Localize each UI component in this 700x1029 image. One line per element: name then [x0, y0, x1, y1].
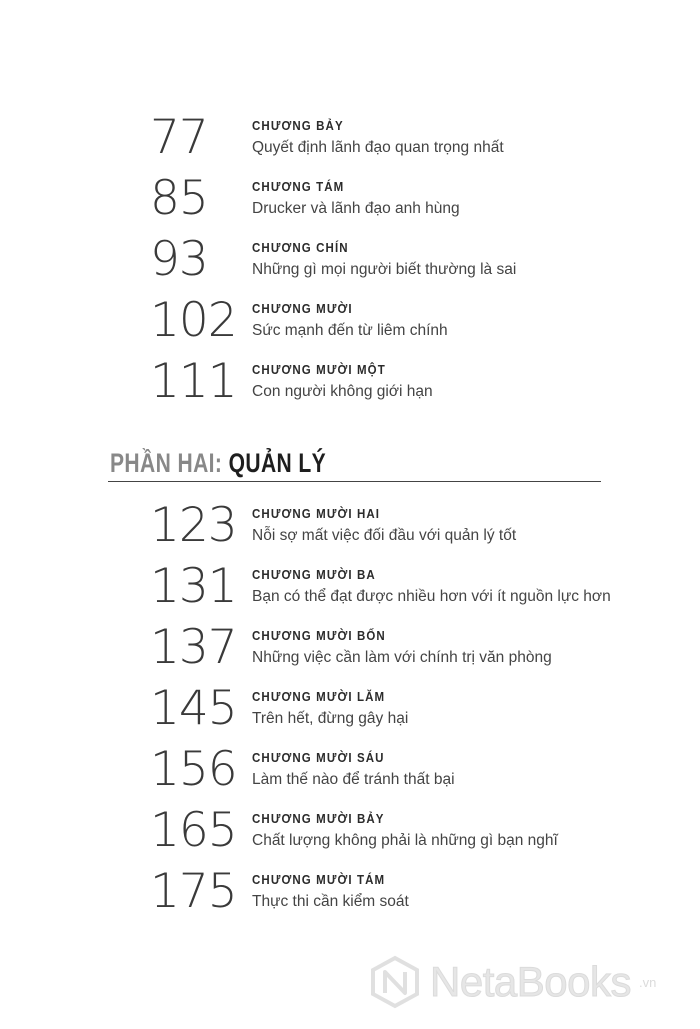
chapter-label: CHƯƠNG TÁM: [252, 180, 345, 194]
chapter-title: Drucker và lãnh đạo anh hùng: [252, 200, 460, 217]
page-number: 137: [150, 620, 237, 675]
part-divider: [108, 481, 601, 482]
page-number: 175: [150, 864, 237, 919]
toc-entry[interactable]: [0, 803, 700, 874]
chapter-title: Sức mạnh đến từ liêm chính: [252, 322, 448, 339]
page-number: 145: [150, 681, 237, 736]
toc-entry[interactable]: [0, 232, 700, 303]
toc-list-part-two: [0, 498, 700, 935]
chapter-title: Những gì mọi người biết thường là sai: [252, 261, 517, 278]
chapter-label: CHƯƠNG MƯỜI TÁM: [252, 873, 386, 887]
page-number: 111: [150, 354, 237, 409]
toc-entry[interactable]: [0, 559, 700, 630]
page-number: 165: [150, 803, 237, 858]
chapter-title: Thực thi cần kiểm soát: [252, 893, 409, 910]
chapter-title: Quyết định lãnh đạo quan trọng nhất: [252, 139, 504, 156]
chapter-title: Con người không giới hạn: [252, 383, 433, 400]
toc-entry[interactable]: [0, 110, 700, 181]
netabooks-logo-icon: [368, 955, 422, 1009]
chapter-label: CHƯƠNG BẢY: [252, 119, 344, 133]
chapter-label: CHƯƠNG MƯỜI HAI: [252, 507, 381, 521]
page-number: 77: [150, 110, 208, 165]
chapter-label: CHƯƠNG MƯỜI BỐN: [252, 629, 386, 643]
toc-entry[interactable]: [0, 620, 700, 691]
chapter-label: CHƯƠNG MƯỜI MỘT: [252, 363, 386, 377]
part-heading: [110, 450, 326, 477]
page-number: 156: [150, 742, 237, 797]
chapter-title: Trên hết, đừng gây hại: [252, 710, 409, 727]
page-number: 93: [150, 232, 208, 287]
chapter-title: Chất lượng không phải là những gì bạn nghĩ: [252, 832, 558, 849]
page-number: 102: [150, 293, 237, 348]
watermark-suffix: .vn: [638, 974, 657, 990]
toc-entry[interactable]: [0, 293, 700, 364]
chapter-title: Bạn có thể đạt được nhiều hơn với ít nguồn lực hơn: [252, 588, 611, 605]
chapter-label: CHƯƠNG MƯỜI BA: [252, 568, 376, 582]
toc-entry[interactable]: [0, 864, 700, 935]
toc-entry[interactable]: [0, 354, 700, 425]
chapter-label: CHƯƠNG MƯỜI LĂM: [252, 690, 386, 704]
page-number: 85: [150, 171, 208, 226]
toc-entry[interactable]: [0, 171, 700, 242]
toc-entry[interactable]: [0, 498, 700, 569]
chapter-title: Những việc cần làm với chính trị văn phòng: [252, 649, 552, 666]
watermark: [368, 955, 656, 1009]
page-number: 131: [150, 559, 237, 614]
chapter-label: CHƯƠNG CHÍN: [252, 241, 349, 255]
chapter-label: CHƯƠNG MƯỜI SÁU: [252, 751, 385, 765]
toc-entry[interactable]: [0, 681, 700, 752]
chapter-title: Nỗi sợ mất việc đối đầu với quản lý tốt: [252, 527, 517, 544]
chapter-label: CHƯƠNG MƯỜI BẢY: [252, 812, 385, 826]
chapter-label: CHƯƠNG MƯỜI: [252, 302, 353, 316]
part-heading-name: QUẢN LÝ: [228, 448, 327, 478]
watermark-text: NetaBooks: [430, 958, 631, 1005]
part-heading-prefix: PHẦN HAI:: [110, 448, 223, 478]
toc-entry[interactable]: [0, 742, 700, 813]
chapter-title: Làm thế nào để tránh thất bại: [252, 771, 455, 788]
page-number: 123: [150, 498, 237, 553]
toc-list-part-one: [0, 110, 700, 425]
